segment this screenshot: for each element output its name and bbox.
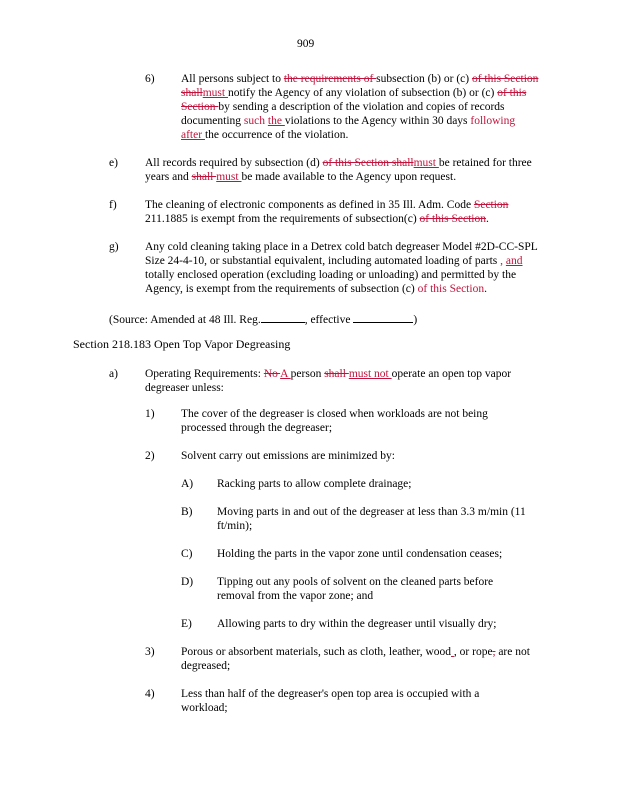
source-note: (Source: Amended at 48 Ill. Reg. , effective ) [109, 311, 549, 327]
deleted-text: shall [191, 171, 217, 183]
section-heading: Section 218.183 Open Top Vapor Degreasing [73, 337, 291, 351]
inserted-text: the [267, 115, 285, 127]
item-3-label: 3) [145, 646, 155, 658]
item-E-label: E) [181, 618, 192, 630]
item-1-text: The cover of the degreaser is closed when workloads are not being processed through the degreaser; [181, 408, 488, 434]
deleted-text: shall [324, 368, 349, 380]
deleted-text: of this Section [419, 213, 486, 225]
inserted-text: must [413, 157, 439, 169]
item-2-label: 2) [145, 450, 155, 462]
revised-text: , [500, 255, 504, 267]
item-A-label: A) [181, 478, 194, 490]
deleted-text: Section [473, 199, 509, 211]
item-a-text: Operating Requirements: No A person shall must not operate an open top vapor degreaser unless: [145, 368, 512, 394]
item-C-label: C) [181, 548, 193, 560]
inserted-text: must [216, 171, 242, 183]
item-g-label: g) [109, 241, 119, 253]
revised-text: following [470, 115, 516, 127]
inserted-text: A [280, 368, 291, 380]
item-1-label: 1) [145, 408, 155, 420]
item-4-label: 4) [145, 688, 155, 700]
inserted-text: such [243, 115, 268, 127]
deleted-text: the requirements of [283, 73, 377, 85]
item-3-text: Porous or absorbent materials, such as cloth, leather, wood , or rope, are not degreased; [181, 646, 530, 672]
inserted-text: must not [348, 368, 392, 380]
item-D-text: Tipping out any pools of solvent on the cleaned parts before removal from the vapor zone; and [217, 576, 494, 602]
revised-text: of this Section [417, 283, 485, 295]
item-C-text: Holding the parts in the vapor zone until condensation ceases; [217, 548, 503, 560]
item-e-text: All records required by subsection (d) of this Section shallmust be retained for three years and shall must be made available to the Agency upon request. [145, 157, 532, 183]
page-number: 909 [297, 38, 315, 50]
item-6-label: 6) [145, 73, 155, 85]
item-B-label: B) [181, 506, 193, 518]
item-6-text: All persons subject to the requirements of subsection (b) or (c) of this Section shallmust notify the Agency of any violation of subsection (b) or (c) of this Section by sending a description of the violation and copies of records documenting such the violations to the Agency within 30 days following after the occurrence of the violation. [181, 73, 539, 141]
deleted-text: No [263, 368, 281, 380]
reg-blank [261, 311, 305, 323]
inserted-text: after [181, 129, 205, 141]
item-B-text: Moving parts in and out of the degreaser at less than 3.3 m/min (11 ft/min); [217, 506, 526, 532]
item-4-text: Less than half of the degreaser's open top area is occupied with a workload; [181, 688, 480, 714]
deleted-text: of this Section [181, 87, 527, 113]
item-A-text: Racking parts to allow complete drainage; [217, 478, 412, 490]
inserted-text: and [505, 255, 523, 267]
deleted-text: of this Section shall [322, 157, 414, 169]
deleted-text: , [492, 646, 496, 658]
deleted-text: of this Section shall [181, 73, 539, 99]
item-g-text: Any cold cleaning taking place in a Detrex cold batch degreaser Model #2D-CC-SPL Size 24-4-10, or substantial equivalent, including automated loading of parts , and totally enclosed operation (excluding loading or unloading) and permitted by the Agency, is exempt from the requirements of subsection (c) of this Section. [145, 241, 538, 295]
item-f-label: f) [109, 199, 117, 211]
item-E-text: Allowing parts to dry within the degreaser until visually dry; [217, 618, 497, 630]
item-a-label: a) [109, 368, 118, 380]
item-2-text: Solvent carry out emissions are minimized by: [181, 450, 395, 462]
inserted-text: must [202, 87, 228, 99]
item-D-label: D) [181, 576, 194, 588]
item-f-text: The cleaning of electronic components as defined in 35 Ill. Adm. Code Section 211.1885 is exempt from the requirements of subsection(c) of this Section. [145, 199, 509, 225]
item-e-label: e) [109, 157, 118, 169]
date-blank [353, 311, 413, 323]
